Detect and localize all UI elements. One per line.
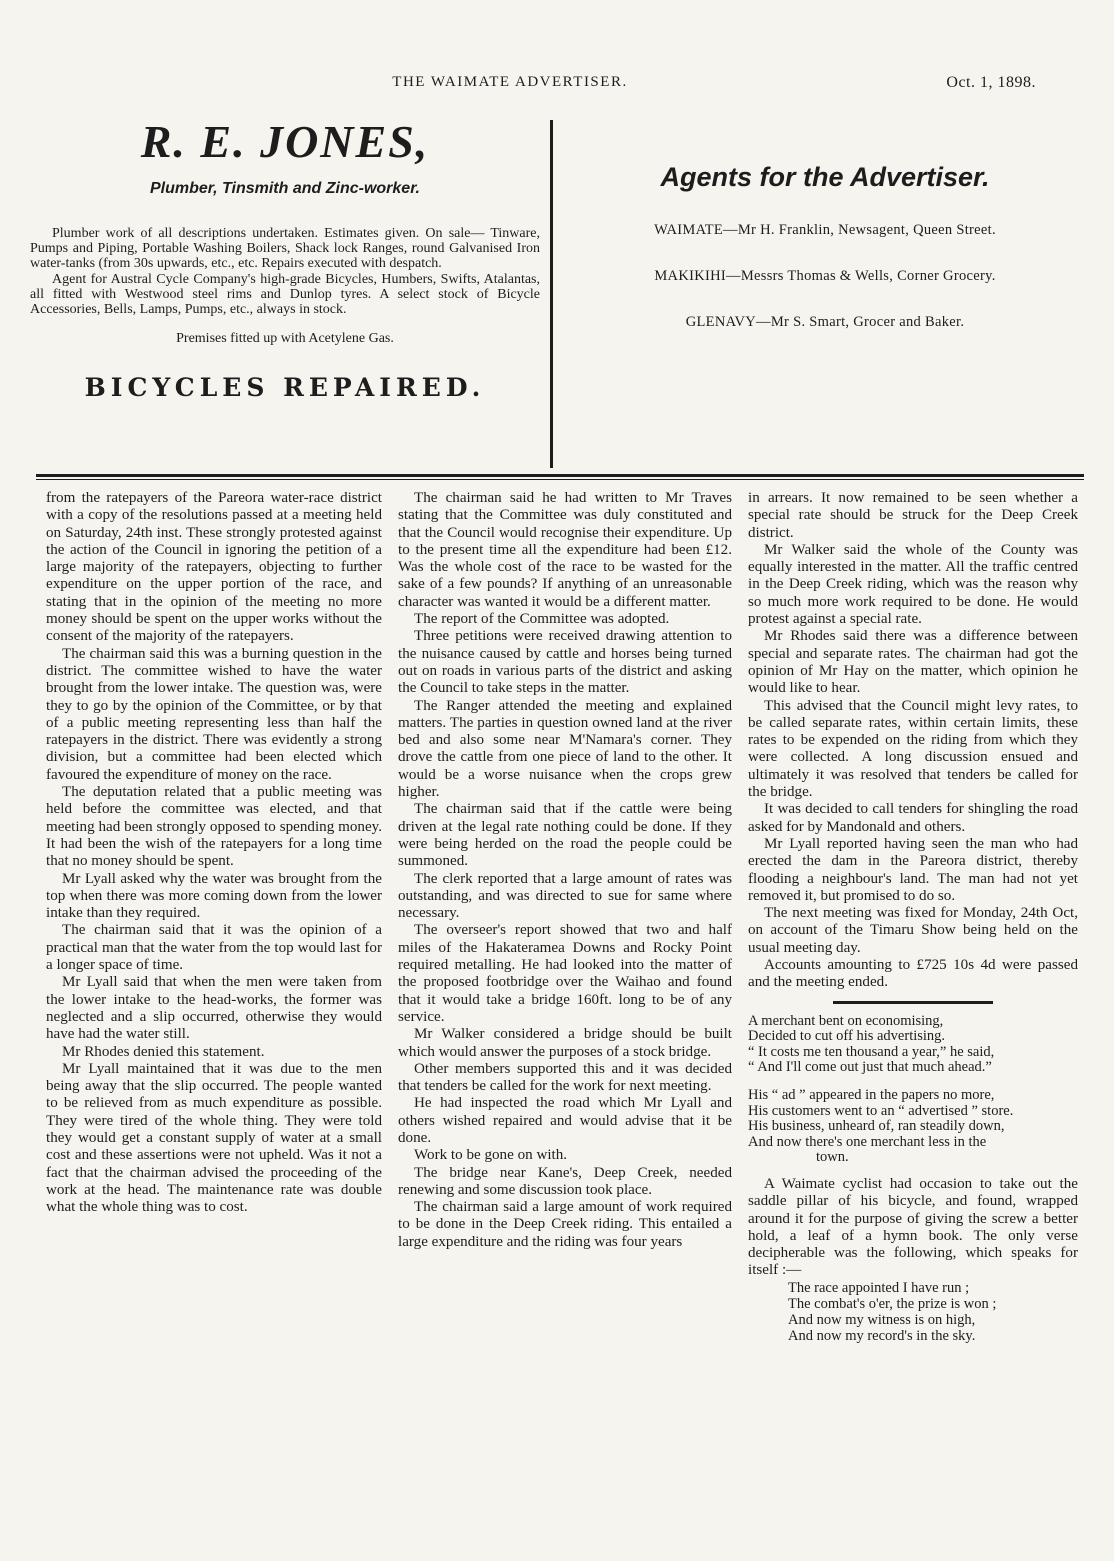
article-paragraph: The chairman said this was a burning question in the district. The committee wished to have the water brought from the lower intake. The question was, were they to go by the opinion of the Committee, or by that of a public meeting representing less than half the ratepayers in the district. There was evidently a strong division, but a committee had been elected which favoured the expenditure of money on the race. [46,645,382,783]
article-paragraph: The Ranger attended the meeting and explained matters. The parties in question owned land at the river bed and also some near M'Namara's corner. They drove the cattle from one piece of land to the other. It would be a worse nuisance when the crops grew higher. [398,697,732,801]
hymn-line: The combat's o'er, the prize is won ; [788,1295,997,1312]
article-paragraph: in arrears. It now remained to be seen whether a special rate should be struck for the Deep Creek district. [748,490,1078,541]
advertisement-body [30,226,540,317]
agent-entry: GLENAVY—Mr S. Smart, Grocer and Baker. [685,314,965,330]
article-paragraph: The next meeting was fixed for Monday, 24th Oct, on account of the Timaru Show being held on the usual meeting day. [748,905,1078,956]
article-paragraph: from the ratepayers of the Pareora water-race district with a copy of the resolutions passed at a meeting held on Saturday, 24th inst. These strongly protested against the action of the Council in ignoring the petition of a large majority of the ratepayers, objecting to further expenditure on the upper portion of the race, and stating that in the opinion of the meeting no more money should be spent on the upper works without the consent of the majority of the ratepayers. [46,490,382,645]
article-column-3 [748,490,1078,1344]
masthead [0,74,1114,98]
poem-line: His business, unheard of, ran steadily down, [748,1118,1005,1135]
agents-heading: Agents for the Advertiser. [660,162,990,192]
hymn-verse [788,1280,1078,1344]
article-paragraph: The chairman said that if the cattle were being driven at the legal rate nothing could be done. If they were being herded on the road the people could be summoned. [398,801,732,870]
merchant-poem [748,1014,1078,1166]
article-paragraph: The overseer's report showed that two and half miles of the Hakateramea Downs and Rocky Point required metalling. He had looked into the matter of the proposed footbridge over the Waihao and found that it would take a bridge 160ft. long to be of any service. [398,922,732,1025]
advertisement-paragraph: Agent for Austral Cycle Company's high-grade Bicycles, Humbers, Swifts, Atalantas, all fitted with Westwood steel rims and Dunlop tyres. A select stock of Bicycle Accessories, Bells, Lamps, Pumps, etc., always in stock. [30,271,540,318]
poem-line: And now there's one merchant less in the [748,1133,987,1150]
bicycles-repaired-banner: BICYCLES REPAIRED. [84,373,486,403]
advertiser-name: R. E. JONES, [140,116,430,167]
jones-advertisement [30,116,540,466]
hymn-line: The race appointed I have run ; [788,1279,970,1296]
poem-line: town. [816,1149,849,1166]
advertisement-premises: Premises fitted up with Acetylene Gas. [176,331,394,347]
article-paragraph: Accounts amounting to £725 10s 4d were passed and the meeting ended. [748,957,1078,991]
article-paragraph: The report of the Committee was adopted. [414,611,670,628]
cyclist-anecdote: A Waimate cyclist had occasion to take out the saddle pillar of his bicycle, and found, wrapped around it for the purpose of giving the screw a better hold, a leaf of a hymn book. The only verse decipherable was the following, which speaks for itself :— [748,1175,1078,1279]
article-paragraph: Other members supported this and it was decided that tenders be called for the work for next meeting. [398,1060,732,1095]
section-divider [36,474,1084,480]
column-divider [833,1001,993,1004]
article-paragraph: Work to be gone on with. [414,1147,568,1164]
article-paragraph: Mr Lyall asked why the water was brought from the top when there was more coming down from the lower intake than they required. [46,870,382,922]
article-paragraph: Mr Walker said the whole of the County was equally interested in the matter. All the traffic centred in the Deep Creek riding, which was the reason why so much more work required to be done. He would protest against a special rate. [748,541,1078,628]
article-paragraph: The chairman said a large amount of work required to be done in the Deep Creek riding. This entailed a large expenditure and the riding was four years [398,1199,732,1250]
poem-line: “ And I'll come out just that much ahead.” [748,1059,992,1076]
hymn-line: And now my witness is on high, [788,1311,976,1328]
hymn-line: And now my record's in the sky. [788,1327,976,1344]
article-paragraph: The bridge near Kane's, Deep Creek, needed renewing and some discussion took place. [398,1164,732,1198]
agents-advertisement [575,120,1075,420]
article-paragraph: The clerk reported that a large amount of rates was outstanding, and was directed to sue for same where necessary. [398,870,732,922]
poem-line: His customers went to an “ advertised ” store. [748,1102,1014,1119]
newspaper-title: THE WAIMATE ADVERTISER. [392,74,628,90]
article-paragraph: It was decided to call tenders for shingling the road asked for by Mandonald and others. [748,801,1078,835]
agent-entry: WAIMATE—Mr H. Franklin, Newsagent, Queen Street. [654,222,996,238]
article-paragraph: The chairman said he had written to Mr Traves stating that the Committee was duly constituted and that the Council would recognise their expenditure. Up to the present time all the expenditure had been £12. Was the whole cost of the race to be wasted for the sake of a few pounds? If anything of an unreasonable character was wanted it would be a different matter. [398,490,732,610]
article-paragraph: Mr Lyall said that when the men were taken from the lower intake to the head-works, the former was neglected and a slip occurred, otherwise they would have had the water still. [46,974,382,1043]
poem-line: “ It costs me ten thousand a year,” he said, [748,1043,995,1060]
issue-date: Oct. 1, 1898. [946,74,1036,91]
article-column-2 [398,490,732,1251]
article-paragraph: Mr Rhodes said there was a difference between special and separate rates. The chairman had got the opinion of Mr Hay on the matter, which opinion he would like to hear. [748,628,1078,697]
poem-line: A merchant bent on economising, [748,1012,944,1029]
article-paragraph: This advised that the Council might levy rates, to be called separate rates, within certain limits, these rates to be expended on the riding from which they were collected. A long discussion ensued and ultimately it was resolved that tenders be called for the bridge. [748,697,1078,801]
article-paragraph: Three petitions were received drawing attention to the nuisance caused by cattle and horses being turned out on roads in various parts of the district and asking the Council to take steps in the matter. [398,628,732,697]
article-column-1 [46,490,382,1216]
article-paragraph: Mr Rhodes denied this statement. [62,1043,265,1060]
poem-line: Decided to cut off his advertising. [748,1028,946,1045]
advertiser-trade: Plumber, Tinsmith and Zinc-worker. [150,180,420,197]
agent-entry: MAKIKIHI—Messrs Thomas & Wells, Corner Grocery. [654,268,996,284]
article-paragraph: He had inspected the road which Mr Lyall and others wished repaired and would advise that it be done. [398,1095,732,1146]
advertisement-paragraph: Plumber work of all descriptions undertaken. Estimates given. On sale— Tinware, Pumps and Piping, Portable Washing Boilers, Shack lock Ranges, round Galvanised Iron water-tanks (from 30s upwards, etc., etc. Repairs executed with despatch. [30,226,540,272]
article-paragraph: The deputation related that a public meeting was held before the committee was elected, and that meeting had been strongly opposed to spending money. It had been the wish of the ratepayers for a long time that no money should be spent. [46,784,382,870]
poem-line: His “ ad ” appeared in the papers no more, [748,1086,995,1103]
vertical-divider [550,120,553,468]
article-paragraph: Mr Lyall maintained that it was due to the men being away that the slip occurred. The people wanted to be relieved from as much expenditure as possible. They were tired of the whole thing. They were told they would get a constant supply of water at a small cost and these assertions were not upheld. Was it not a fact that the chairman advised the proceeding of the work at the head. The maintenance rate was double what the whole thing was to cost. [46,1060,382,1216]
article-paragraph: The chairman said that it was the opinion of a practical man that the water from the top would last for a longer space of time. [46,922,382,974]
article-paragraph: Mr Walker considered a bridge should be built which would answer the purposes of a stock bridge. [398,1026,732,1060]
article-paragraph: Mr Lyall reported having seen the man who had erected the dam in the Pareora district, thereby flooding a neighbour's land. The man had not yet removed it, but promised to do so. [748,835,1078,904]
